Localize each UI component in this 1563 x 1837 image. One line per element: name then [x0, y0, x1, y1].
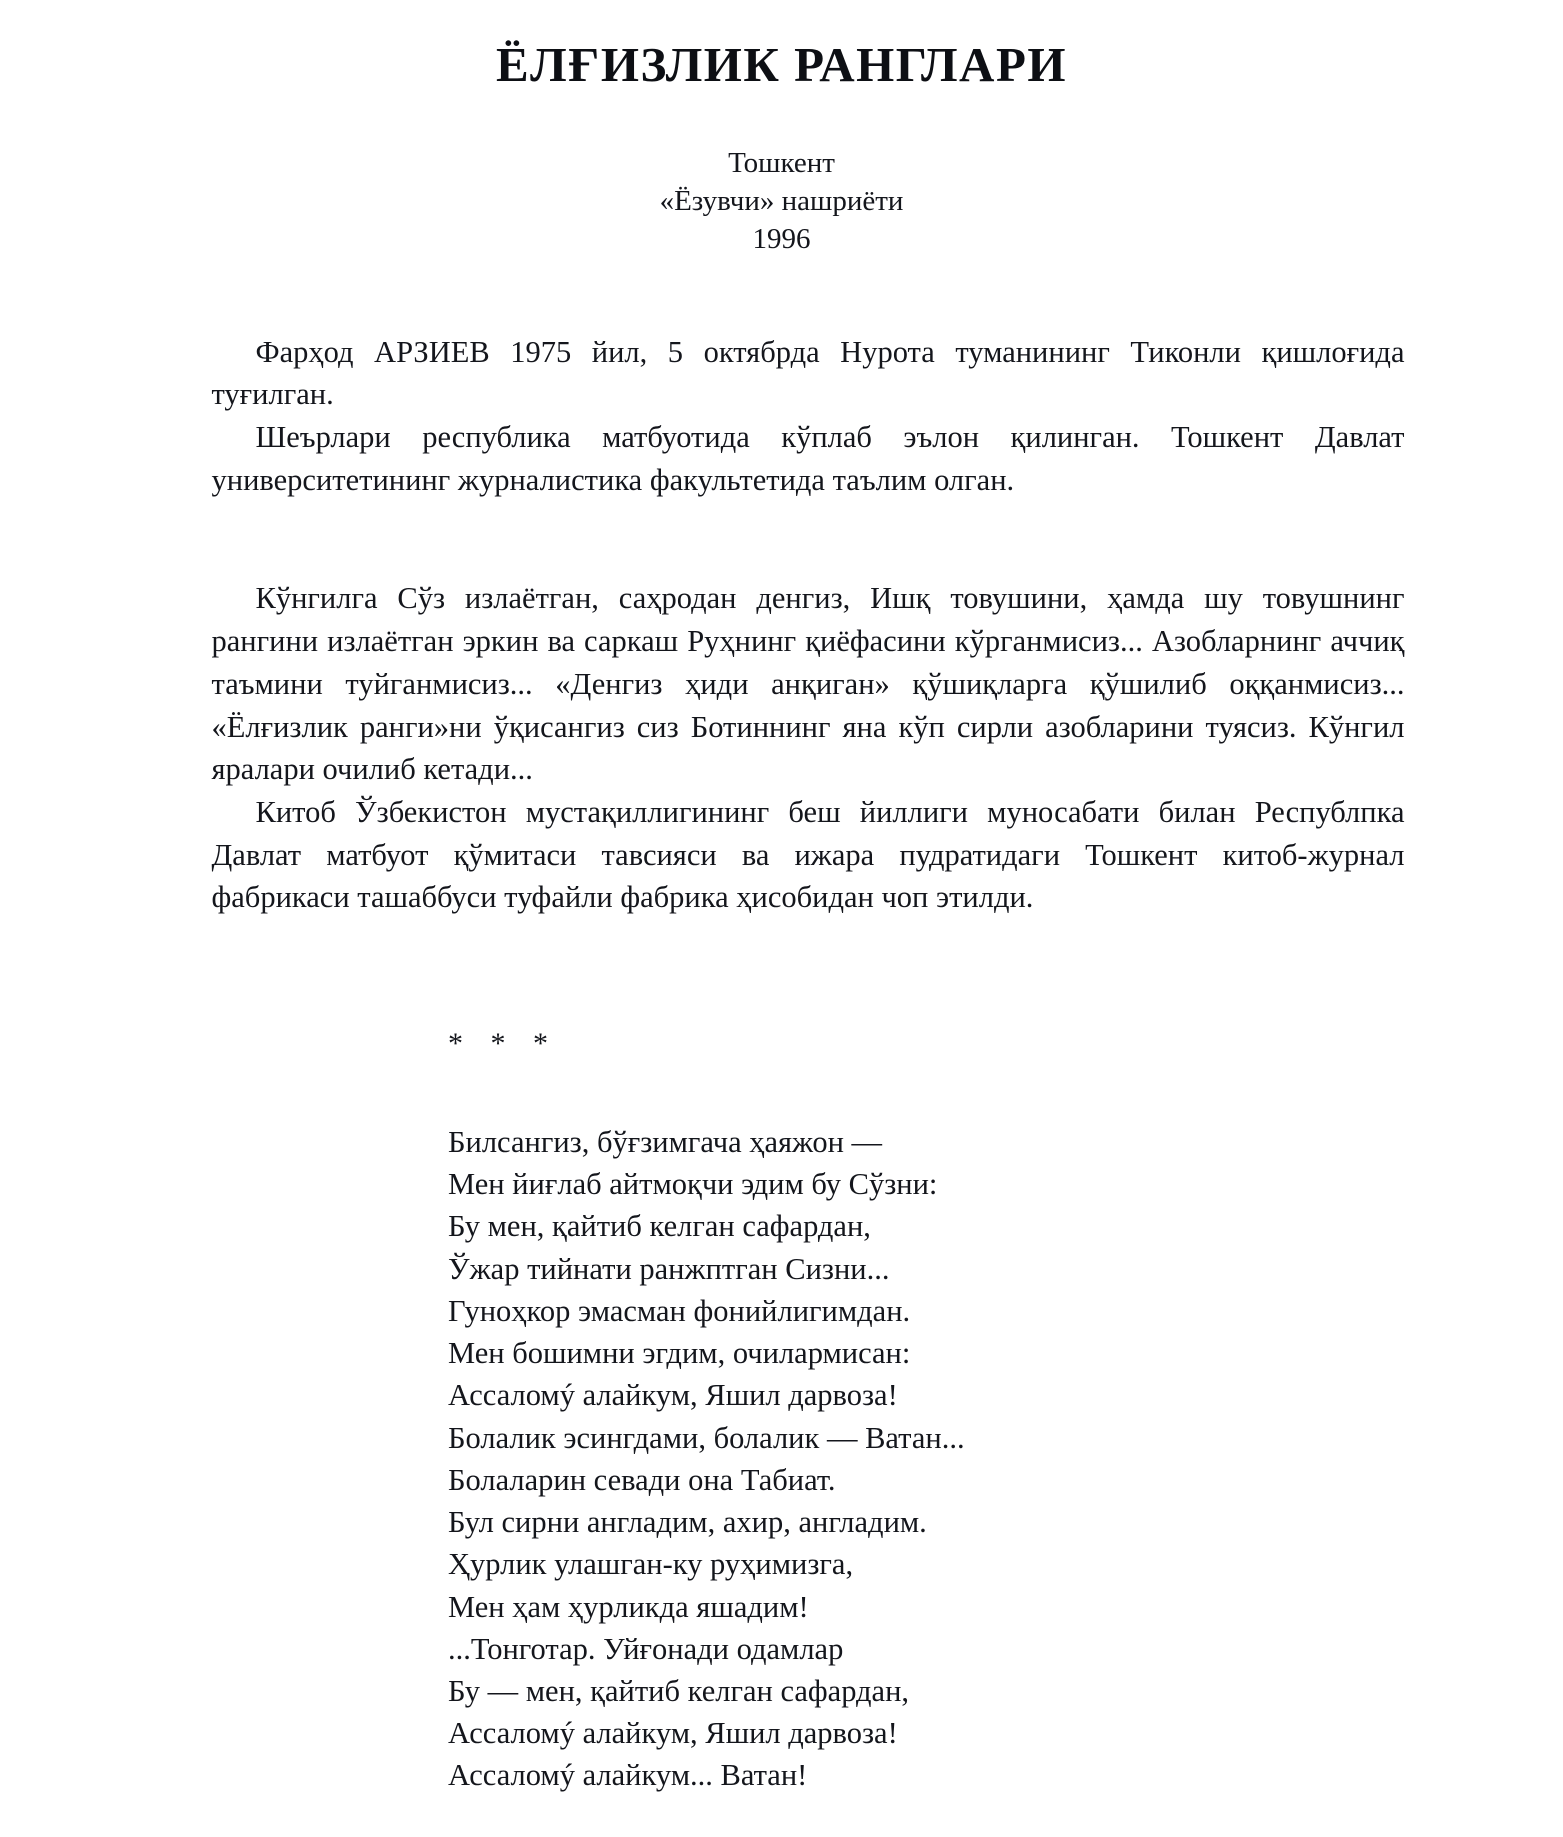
annotation-paragraph: Китоб Ўзбекистон мустақиллигининг беш йиллиги муносабати билан Республпка Давлат матбуот қўмитаси тавсияси ва ижара пудратидаги Тошкент китоб-журнал фабрикаси ташаббуси туфайли фабрика ҳисобидан чоп этилди. [211, 794, 1405, 915]
imprint-year: 1996 [752, 223, 811, 256]
biography-paragraph: Фарҳод АРЗИЕВ 1975 йил, 5 октябрда Нурота туманининг Тиконли қишлоғида туғилган. [211, 334, 1405, 412]
poem-line: Ўжар тийнати ранжптган Сизни... [448, 1251, 890, 1286]
biography-section [137, 259, 1427, 502]
imprint-city: Тошкент [728, 146, 835, 179]
poem-line: Ҳурлик улашган-ку руҳимизга, [448, 1547, 854, 1582]
section-separator: * * * [448, 1026, 558, 1060]
poem-line: Бу — мен, қайтиб келган сафардан, [448, 1673, 910, 1708]
poem-line: ...Тонготар. Уйғонади одамлар [448, 1631, 844, 1666]
annotation-paragraph: Кўнгилга Сўз излаётган, саҳродан денгиз, Ишқ товушини, ҳамда шу товушнинг рангини излаётган эркин ва саркаш Руҳнинг қиёфасини кўрганмисиз... Азобларнинг аччиқ таъмини туйганмисиз... «Денгиз ҳиди анқиган» қўшиқларга қўшилиб оққанмисиз... «Ёлғизлик ранги»ни ўқисангиз сиз Ботиннинг яна кўп сирли азобларини туясиз. Кўнгил яралари очилиб кетади... [211, 581, 1405, 787]
biography-paragraph: Шеърлари республика матбуотида кўплаб эълон қилинган. Тошкент Давлат университетининг журналистика факультетида таълим олган. [211, 420, 1405, 497]
poem-line: Мен бошимни эгдим, очилармисан: [448, 1336, 911, 1371]
poem-line: Бул сирни англадим, ахир, англадим. [448, 1505, 927, 1540]
poem-line: Ассаломý алайкум... Ватан! [448, 1758, 808, 1793]
imprint-publisher: «Ёзувчи» нашриёти [659, 185, 904, 218]
poem-line: Билсангиз, бўғзимгача ҳаяжон — [448, 1124, 883, 1159]
poem-line: Гуноҳкор эмасман фонийлигимдан. [448, 1293, 911, 1328]
poem-line: Болалик эсингдами, болалик — Ватан... [448, 1420, 965, 1455]
annotation-section [137, 501, 1427, 919]
imprint-block [0, 92, 1563, 259]
poem-line: Ассаломý алайкум, Яшил дарвоза! [448, 1378, 898, 1413]
poem-line: Ассаломý алайкум, Яшил дарвоза! [448, 1716, 898, 1751]
poem-line: Болаларин севади она Табиат. [448, 1462, 836, 1497]
poem-line: Мен ҳам ҳурликда яшадим! [448, 1589, 809, 1624]
poem-line: Мен йиғлаб айтмоқчи эдим бу Сўзни: [448, 1167, 938, 1202]
poem-line: Бу мен, қайтиб келган сафардан, [448, 1209, 871, 1244]
poem-block [0, 1061, 1563, 1837]
page-title: ЁЛҒИЗЛИК РАНГЛАРИ [496, 37, 1067, 92]
